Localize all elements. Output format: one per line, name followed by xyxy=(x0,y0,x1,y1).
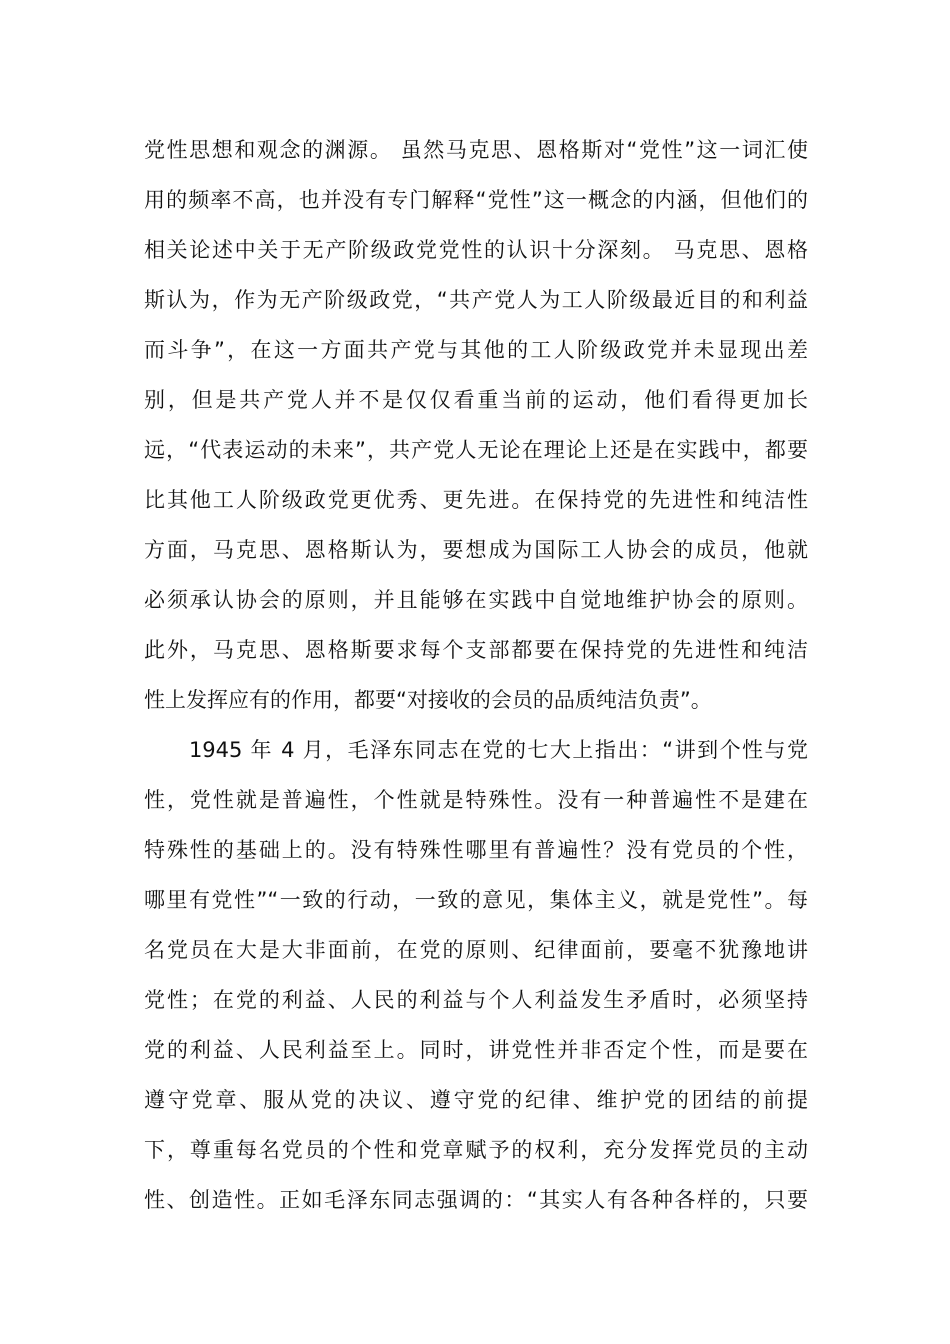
text-line: 此外，马克思、恩格斯要求每个支部都要在保持党的先进性和纯洁 xyxy=(144,638,808,662)
text-line: 党的利益、人民利益至上。同时，讲党性并非否定个性，而是要在 xyxy=(144,1038,808,1062)
text-line: 性、创造性。正如毛泽东同志强调的：“其实人有各种各样的，只要 xyxy=(144,1188,808,1212)
text-line: 用的频率不高，也并没有专门解释“党性”这一概念的内涵，但他们的 xyxy=(144,188,808,212)
text-line: 遵守党章、服从党的决议、遵守党的纪律、维护党的团结的前提 xyxy=(144,1088,808,1112)
text-line: 特殊性的基础上的。没有特殊性哪里有普遍性？没有党员的个性， xyxy=(144,838,808,862)
text-line: 下，尊重每名党员的个性和党章赋予的权利，充分发挥党员的主动 xyxy=(144,1138,808,1162)
text-line: 党性；在党的利益、人民的利益与个人利益发生矛盾时，必须坚持 xyxy=(144,988,808,1012)
paragraph-start-line: 1945 年 4 月，毛泽东同志在党的七大上指出：“讲到个性与党 xyxy=(144,738,808,762)
text-line: 方面，马克思、恩格斯认为，要想成为国际工人协会的成员，他就 xyxy=(144,538,808,562)
text-line: 名党员在大是大非面前，在党的原则、纪律面前，要毫不犹豫地讲 xyxy=(144,938,808,962)
document-body xyxy=(144,125,808,1225)
text-line: 斯认为，作为无产阶级政党，“共产党人为工人阶级最近目的和利益 xyxy=(144,288,808,312)
text-line: 性，党性就是普遍性，个性就是特殊性。没有一种普遍性不是建在 xyxy=(144,788,808,812)
text-line: 而斗争”，在这一方面共产党与其他的工人阶级政党并未显现出差 xyxy=(144,338,808,362)
text-line: 党性思想和观念的渊源。 虽然马克思、恩格斯对“党性”这一词汇使 xyxy=(144,138,808,162)
paragraph-end-line: 性上发挥应有的作用，都要“对接收的会员的品质纯洁负责”。 xyxy=(144,688,712,712)
text-line: 远，“代表运动的未来”，共产党人无论在理论上还是在实践中，都要 xyxy=(144,438,808,462)
text-line: 相关论述中关于无产阶级政党党性的认识十分深刻。 马克思、恩格 xyxy=(144,238,808,262)
text-line: 哪里有党性”“一致的行动，一致的意见，集体主义，就是党性”。每 xyxy=(144,888,808,912)
text-line: 比其他工人阶级政党更优秀、更先进。在保持党的先进性和纯洁性 xyxy=(144,488,808,512)
text-line: 别，但是共产党人并不是仅仅看重当前的运动，他们看得更加长 xyxy=(144,388,808,412)
text-line: 必须承认协会的原则，并且能够在实践中自觉地维护协会的原则。 xyxy=(144,588,808,612)
